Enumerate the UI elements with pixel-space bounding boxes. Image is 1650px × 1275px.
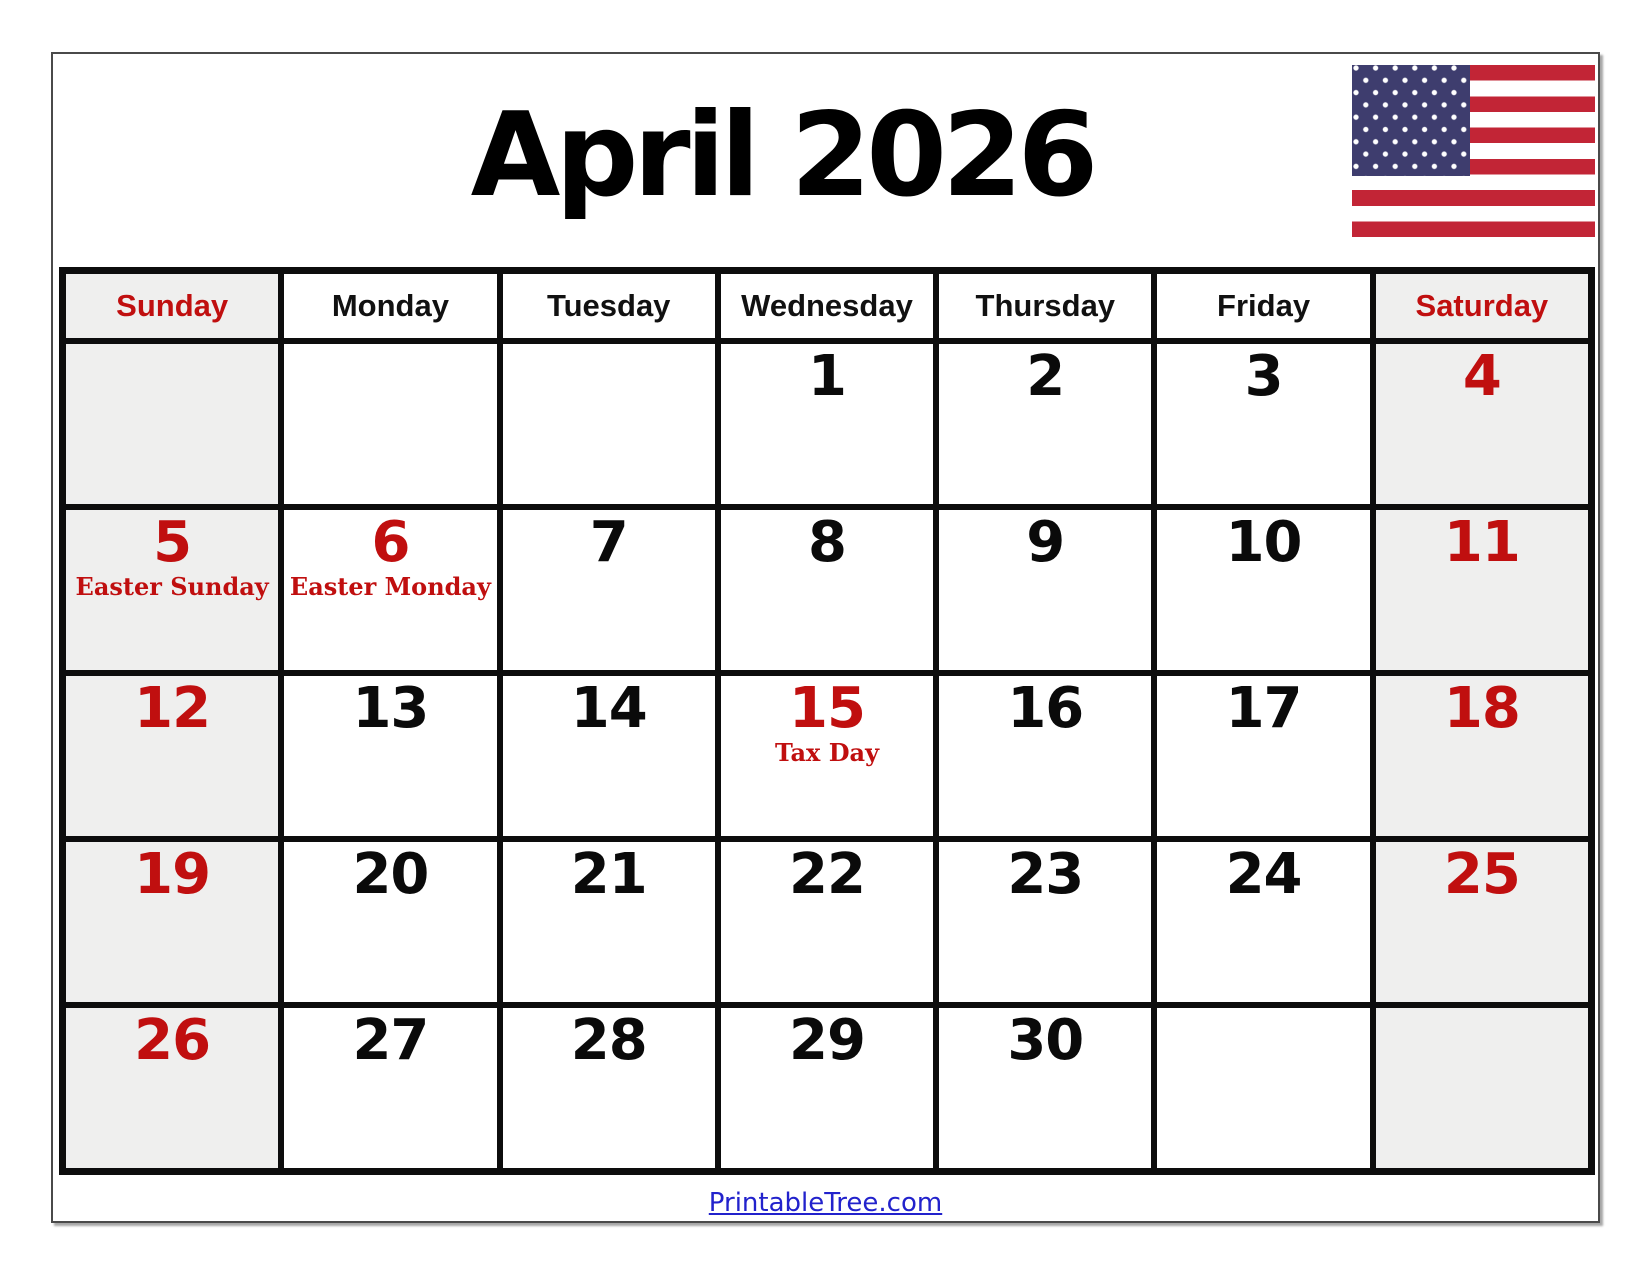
day-number: 14 <box>570 676 647 741</box>
day-cell-empty <box>1157 1008 1369 1168</box>
day-header-sunday: Sunday <box>66 274 278 338</box>
day-number: 28 <box>570 1008 647 1073</box>
day-number: 27 <box>352 1008 429 1073</box>
day-cell-12 <box>66 676 278 836</box>
footer <box>53 1188 1598 1218</box>
day-cell-empty <box>1376 1008 1588 1168</box>
day-number: 4 <box>1462 344 1501 409</box>
day-number: 2 <box>1026 344 1065 409</box>
day-number: 13 <box>352 676 429 741</box>
day-cell-8 <box>721 510 933 670</box>
day-cell-empty <box>66 344 278 504</box>
day-number: 18 <box>1443 676 1520 741</box>
day-cell-2 <box>939 344 1151 504</box>
day-cell-17 <box>1157 676 1369 836</box>
day-cell-14 <box>503 676 715 836</box>
day-header-wednesday: Wednesday <box>721 274 933 338</box>
day-cell-15 <box>721 676 933 836</box>
day-number: 1 <box>808 344 846 409</box>
day-number: 16 <box>1007 676 1084 741</box>
day-cell-21 <box>503 842 715 1002</box>
day-number: 3 <box>1244 344 1283 409</box>
day-number: 10 <box>1225 510 1302 575</box>
day-cell-28 <box>503 1008 715 1168</box>
day-cell-3 <box>1157 344 1369 504</box>
holiday-label-easter-monday: Easter Monday <box>289 572 491 601</box>
day-cell-5 <box>66 510 278 670</box>
day-cell-1 <box>721 344 933 504</box>
day-cell-empty <box>284 344 496 504</box>
day-number: 8 <box>808 510 846 575</box>
day-cell-16 <box>939 676 1151 836</box>
calendar-page <box>51 52 1600 1223</box>
day-cell-13 <box>284 676 496 836</box>
day-number: 25 <box>1443 842 1520 907</box>
day-cell-23 <box>939 842 1151 1002</box>
day-header-tuesday: Tuesday <box>503 274 715 338</box>
day-number: 29 <box>789 1008 865 1073</box>
day-cell-20 <box>284 842 496 1002</box>
holiday-label-tax-day: Tax Day <box>774 738 880 767</box>
day-number: 9 <box>1026 510 1065 575</box>
day-header-thursday: Thursday <box>939 274 1151 338</box>
day-number: 5 <box>153 510 192 575</box>
day-number: 24 <box>1225 842 1302 907</box>
holiday-label-easter-sunday: Easter Sunday <box>75 572 269 601</box>
day-cell-19 <box>66 842 278 1002</box>
page-title: April 2026 <box>470 88 1094 223</box>
calendar-grid <box>59 267 1595 1175</box>
day-header-saturday: Saturday <box>1376 274 1588 338</box>
day-number: 22 <box>789 842 865 907</box>
day-number: 7 <box>589 510 628 575</box>
day-cell-9 <box>939 510 1151 670</box>
usa-flag-icon <box>1352 65 1595 237</box>
day-cell-24 <box>1157 842 1369 1002</box>
day-cell-18 <box>1376 676 1588 836</box>
day-header-monday: Monday <box>284 274 496 338</box>
day-cell-30 <box>939 1008 1151 1168</box>
day-number: 21 <box>570 842 647 907</box>
day-cell-10 <box>1157 510 1369 670</box>
day-number: 26 <box>134 1008 211 1073</box>
day-number: 11 <box>1443 510 1520 575</box>
day-cell-22 <box>721 842 933 1002</box>
day-cell-26 <box>66 1008 278 1168</box>
day-header-friday: Friday <box>1157 274 1369 338</box>
usa-flag-stars <box>1352 65 1470 176</box>
day-number: 15 <box>789 676 865 741</box>
day-number: 30 <box>1007 1008 1084 1073</box>
day-cell-27 <box>284 1008 496 1168</box>
day-cell-29 <box>721 1008 933 1168</box>
day-number: 6 <box>371 510 410 575</box>
day-cell-11 <box>1376 510 1588 670</box>
day-cell-7 <box>503 510 715 670</box>
printabletree-link[interactable]: PrintableTree.com <box>708 1188 943 1218</box>
day-number: 19 <box>134 842 211 907</box>
day-number: 20 <box>352 842 429 907</box>
day-cell-empty <box>503 344 715 504</box>
day-cell-6 <box>284 510 496 670</box>
day-number: 17 <box>1225 676 1302 741</box>
day-cell-25 <box>1376 842 1588 1002</box>
day-number: 23 <box>1007 842 1084 907</box>
day-number: 12 <box>134 676 211 741</box>
day-cell-4 <box>1376 344 1588 504</box>
